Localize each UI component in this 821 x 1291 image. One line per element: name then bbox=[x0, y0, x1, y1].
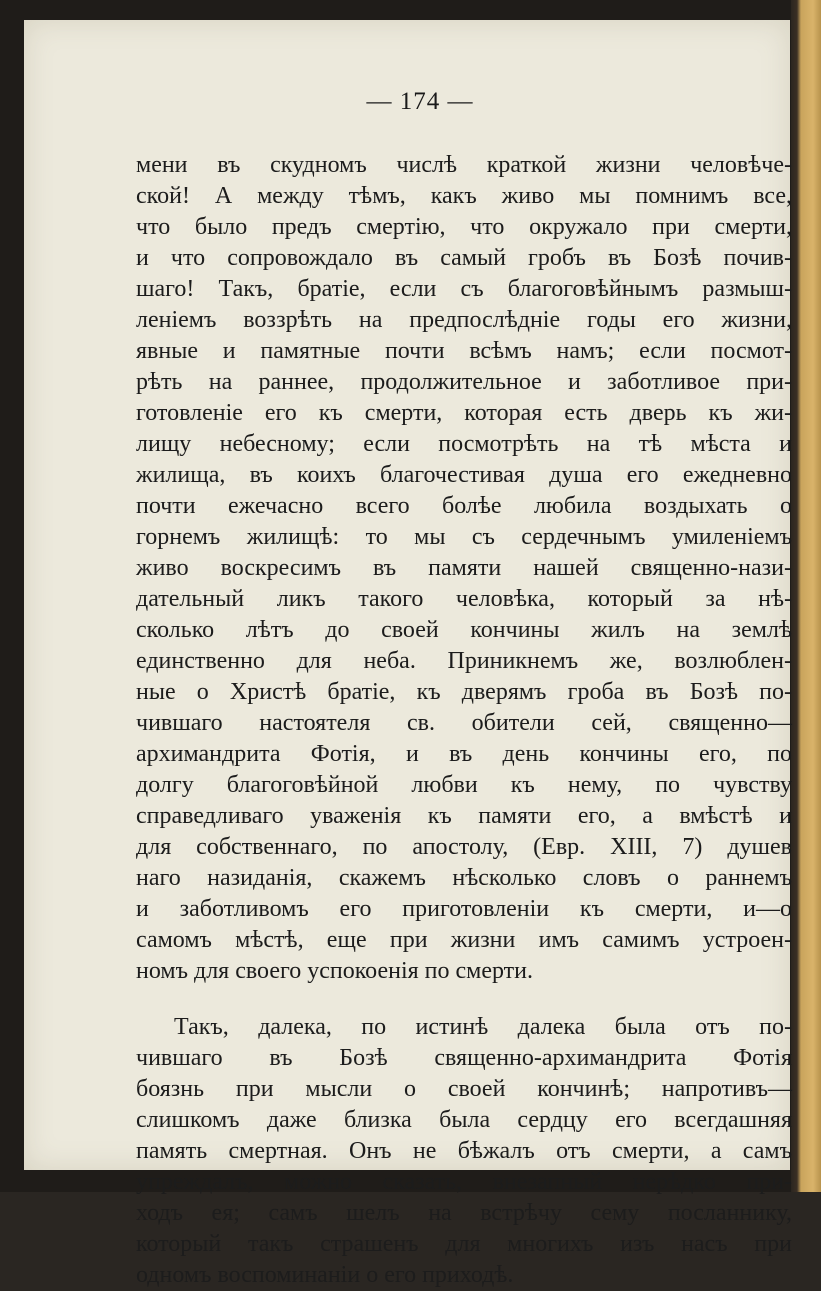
paragraph-2 bbox=[136, 1012, 792, 1291]
text-line: боязнь при мысли о своей кончинѣ; напротивъ— bbox=[136, 1076, 792, 1102]
text-line: номъ для своего успокоенія по смерти. bbox=[136, 958, 534, 984]
text-line: одномъ воспоминаніи о его приходѣ. bbox=[136, 1262, 514, 1288]
text-line: долгу благоговѣйной любви къ нему, по чувству bbox=[136, 772, 792, 798]
text-line: и что сопровождало въ самый гробъ въ Бозѣ почив- bbox=[136, 245, 792, 271]
text-line: рѣть на раннее, продолжительное и заботливое при- bbox=[136, 369, 792, 395]
text-line: для собственнаго, по апостолу, (Евр. XIII, 7) душев bbox=[136, 834, 792, 860]
text-line: чившаго настоятеля св. обители сей, священно— bbox=[136, 710, 792, 736]
body-text bbox=[136, 150, 792, 1291]
text-line: явные и памятные почти всѣмъ намъ; если посмот- bbox=[136, 338, 792, 364]
text-line: живо воскресимъ въ памяти нашей священно-нази- bbox=[136, 555, 792, 581]
text-line: ходъ ея; самъ шелъ на встрѣчу сему посланнику, bbox=[136, 1200, 792, 1226]
text-line: дательный ликъ такого человѣка, который за нѣ- bbox=[136, 586, 792, 612]
text-line: ные о Христѣ братіе, къ дверямъ гроба въ Бозѣ по- bbox=[136, 679, 792, 705]
text-line: жилища, въ коихъ благочестивая душа его ежедневно bbox=[136, 462, 792, 488]
text-line: память смертная. Онъ не бѣжалъ отъ смерти, а самъ bbox=[136, 1138, 792, 1164]
text-line: горнемъ жилищѣ: то мы съ сердечнымъ умиленіемъ bbox=[136, 524, 792, 550]
text-line: архимандрита Фотія, и въ день кончины его, по bbox=[136, 741, 792, 767]
paragraph-1 bbox=[136, 150, 792, 987]
text-line: готовленіе его къ смерти, которая есть дверь къ жи- bbox=[136, 400, 792, 426]
text-line: упреждалъ, можно сказать, внезапный нерѣдко при- bbox=[136, 1169, 792, 1195]
text-line: леніемъ воззрѣть на предпослѣдніе годы его жизни, bbox=[136, 307, 792, 333]
text-line: что было предъ смертію, что окружало при смерти, bbox=[136, 214, 792, 240]
text-line: наго назиданія, скажемъ нѣсколько словъ о раннемъ bbox=[136, 865, 792, 891]
page-number: — 174 — bbox=[366, 88, 474, 115]
text-line: Такъ, далека, по истинѣ далека была отъ по- bbox=[174, 1014, 792, 1040]
text-line: который такъ страшенъ для многихъ изъ насъ при bbox=[136, 1231, 792, 1257]
text-line: чившаго въ Бозѣ священно-архимандрита Фотія bbox=[136, 1045, 792, 1071]
text-line: и заботливомъ его приготовленіи къ смерти, и—о bbox=[136, 896, 792, 922]
text-line: шаго! Такъ, братіе, если съ благоговѣйнымъ размыш- bbox=[136, 276, 792, 302]
text-line: сколько лѣтъ до своей кончины жилъ на землѣ bbox=[136, 617, 792, 643]
text-line: почти ежечасно всего болѣе любила воздыхать о bbox=[136, 493, 792, 519]
text-line: самомъ мѣстѣ, еще при жизни имъ самимъ устроен- bbox=[136, 927, 792, 953]
book-page bbox=[24, 20, 792, 1288]
text-line: слишкомъ даже близка была сердцу его всегдашняя bbox=[136, 1107, 792, 1133]
paragraph-gap bbox=[136, 987, 792, 1012]
text-line: справедливаго уваженія къ памяти его, а вмѣстѣ и bbox=[136, 803, 792, 829]
text-line: единственно для неба. Приникнемъ же, возлюблен- bbox=[136, 648, 792, 674]
text-line: ской! А между тѣмъ, какъ живо мы помнимъ все, bbox=[136, 183, 792, 209]
text-line: мени въ скудномъ числѣ краткой жизни человѣче- bbox=[136, 152, 792, 178]
book-page-edge bbox=[791, 0, 821, 1192]
text-line: лищу небесному; если посмотрѣть на тѣ мѣста и bbox=[136, 431, 792, 457]
